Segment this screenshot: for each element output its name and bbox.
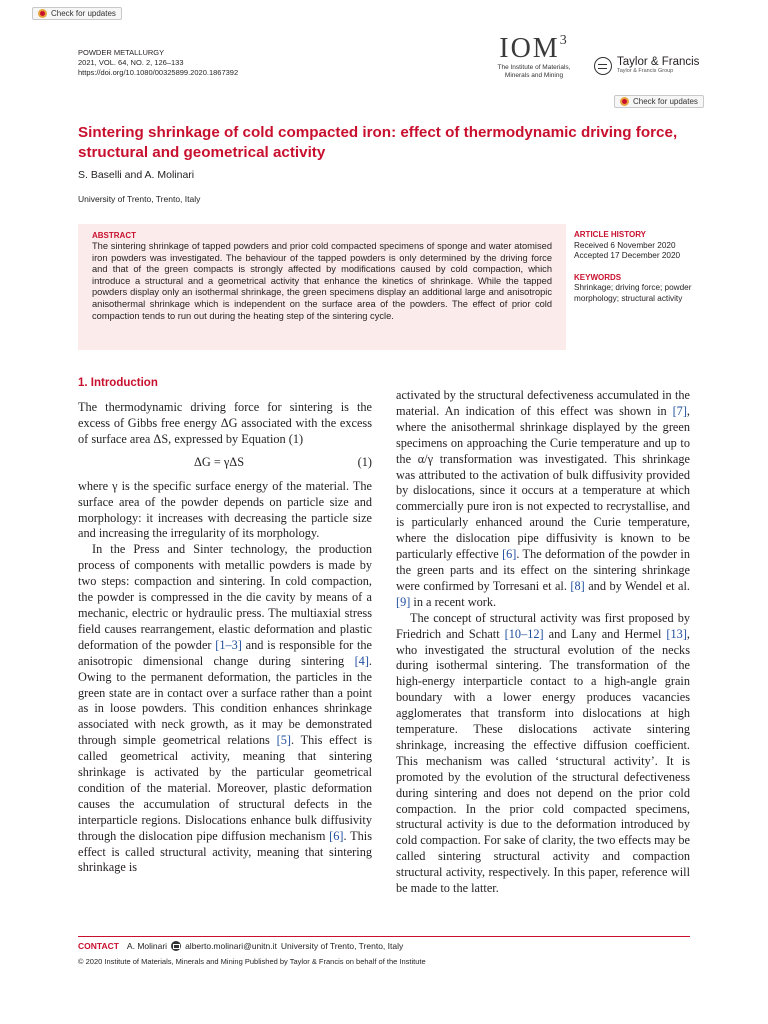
journal-name: POWDER METALLURGY: [78, 48, 165, 57]
iom3-logo-line2: Minerals and Mining: [504, 72, 564, 79]
article-sidebar: [574, 230, 724, 304]
equation-1: [78, 448, 372, 479]
author-affiliation: University of Trento, Trento, Italy: [78, 194, 201, 204]
journal-info: [78, 48, 238, 78]
iom3-logo-mark: IOM$^3$: [499, 33, 569, 64]
crossmark-icon: [38, 9, 47, 18]
citation-link[interactable]: [6]: [502, 547, 517, 562]
taylor-francis-group: Taylor & Francis Group: [617, 68, 674, 74]
citation-link[interactable]: [1–3]: [215, 637, 242, 652]
intro-paragraph-4: activated by the structural defectiveness accumulated in the material. An indication of this effect was shown in [7], where the anisothermal shrinkage displayed by the green specimens on approaching the Curie temperature and up to the α/γ transformation was investigated. This shrinkage was attributed to the activation of bulk diffusivity provided by dislocations, since it occurs at a temperature at which commercially pure iron is not expected to recrystallise, and is particularly enhanced around the Curie temperature, where the dislocation pipe diffusivity is known to be particularly effective [6]. The deformation of the powder in the green parts and its effect on the sintering shrinkage were confirmed by Torresani et al. [8] and by Wendel et al. [9] in a recent work.: [396, 388, 690, 609]
check-for-updates-label: Check for updates: [51, 9, 116, 18]
iom3-logo-line1: The Institute of Materials,: [497, 64, 571, 71]
abstract-heading: ABSTRACT: [92, 231, 136, 240]
contact-affiliation: University of Trento, Trento, Italy: [280, 941, 404, 951]
history-heading: ARTICLE HISTORY: [574, 230, 647, 239]
citation-link[interactable]: [8]: [570, 578, 585, 593]
section-heading-introduction: 1. Introduction: [78, 377, 158, 389]
history-received: Received 6 November 2020: [574, 240, 676, 250]
citation-link[interactable]: [13]: [666, 626, 687, 641]
check-for-updates-top-button[interactable]: [32, 7, 122, 20]
taylor-francis-logo: [594, 56, 699, 75]
equation-number: (1): [357, 454, 372, 469]
journal-volume: 2021, VOL. 64, NO. 2, 126–133: [78, 58, 184, 67]
abstract-box: [78, 224, 566, 350]
footer-divider: [78, 936, 690, 937]
equation-body: ΔG = γΔS: [194, 454, 245, 469]
keywords-text: Shrinkage; driving force; powder morphology; structural activity: [574, 283, 692, 303]
history-accepted: Accepted 17 December 2020: [574, 251, 681, 260]
contact-email-link[interactable]: alberto.molinari@unitn.it: [185, 941, 277, 951]
body-column-right: [396, 388, 690, 897]
intro-paragraph-2: where γ is the specific surface energy of the material. The surface area of the powder depends on particle size and morphology: it increases with decreasing the particle size and increasing the irregularity of its morphology.: [78, 478, 372, 541]
check-for-updates-button[interactable]: [614, 95, 704, 108]
email-icon: [171, 941, 181, 951]
citation-link[interactable]: [4]: [354, 653, 369, 668]
journal-doi-link[interactable]: https://doi.org/10.1080/00325899.2020.1867392: [78, 68, 239, 77]
crossmark-icon: [620, 97, 629, 106]
abstract-text: The sintering shrinkage of tapped powders and prior cold compacted specimens of sponge and water atomised iron powders was investigated. The behaviour of the tapped powders is only determined by the driving force and that of the green compacts is strongly affected by modifications caused by cold compaction, which introduce a structural and a geometrical activity that enhance the kinetics of shrinkage. While the tapped powders display only an isothermal shrinkage, the green specimens display an additional large and anisotropic anisothermal shrinkage which is independent on the surface area of the powders. The effect of prior cold compaction tends to run out during the heating step of the sintering cycle.: [92, 241, 552, 321]
contact-label: CONTACT: [78, 941, 119, 951]
copyright-notice: © 2020 Institute of Materials, Minerals and Mining Published by Taylor & Francis on behalf of the Institute: [78, 957, 426, 966]
citation-link[interactable]: [7]: [672, 403, 687, 418]
intro-paragraph-5: The concept of structural activity was first proposed by Friedrich and Schatt [10–12] and Lany and Hermel [13], who investigated the structural evolution of the necks during isothermal sintering. The transformation of the high-energy interparticle contact to a high-angle grain boundary with a lower energy produces vacancies agglomerates that transform into dislocations at high temperature. These dislocations activate sintering shrinkage, increasing the effective diffusion coefficient. This mechanism was called ‘structural activity’. It is promoted by the evolution of the structural defectiveness during sintering and does not depend on the prior cold compaction. In the prior cold compacted specimens, structural activity is due to the deformation introduced by cold compaction. For sake of clarity, the two effects may be called sintering structural activity and compaction structural activity, respectively. In this paper, reference will be made to the latter.: [396, 610, 691, 896]
iom3-logo: [484, 34, 584, 80]
taylor-francis-name: Taylor & Francis: [617, 56, 700, 68]
body-column-left: [78, 400, 372, 876]
article-title: Sintering shrinkage of cold compacted iron: effect of thermodynamic driving force, structural and geometrical activity: [78, 124, 678, 161]
keywords-heading: KEYWORDS: [574, 272, 622, 282]
intro-paragraph-3: In the Press and Sinter technology, the production process of components with metallic powders is made by two steps: compaction and sintering. In cold compaction, the powder is compressed in the die cavity by means of a mechanic, electric or hydraulic press. The multiaxial stress field causes rearrangement, elastic deformation and plastic deformation of the powder [1–3] and is responsible for the anisotropic dimensional change during sintering [4]. Owing to the permanent deformation, the particles in the green state are in contact over a surface rather than a point as in loose powders. This condition enhances shrinkage associated with neck growth, as it may be demonstrated through simple geometrical relations [5]. This effect is called geometrical activity, meaning that sintering shrinkage is activated by the particular geometrical condition of the material. Moreover, plastic deformation causes the accumulation of structural defects in the interparticle regions. Dislocations enhance bulk diffusivity through the dislocation pipe diffusion mechanism [6]. This effect is called structural activity, meaning that sintering shrinkage is: [78, 542, 372, 875]
citation-link[interactable]: [10–12]: [504, 626, 544, 641]
contact-name: A. Molinari: [126, 941, 168, 951]
contact-line: [78, 941, 403, 951]
citation-link[interactable]: [6]: [329, 828, 344, 843]
citation-link[interactable]: [5]: [276, 733, 291, 748]
article-authors: S. Baselli and A. Molinari: [78, 169, 195, 181]
intro-paragraph-1: The thermodynamic driving force for sintering is the excess of Gibbs free energy ΔG associated with the excess of surface area ΔS, expressed by Equation (1): [78, 400, 372, 446]
citation-link[interactable]: [9]: [396, 594, 411, 609]
check-for-updates-label: Check for updates: [633, 97, 698, 106]
taylor-francis-lamp-icon: [594, 57, 612, 75]
